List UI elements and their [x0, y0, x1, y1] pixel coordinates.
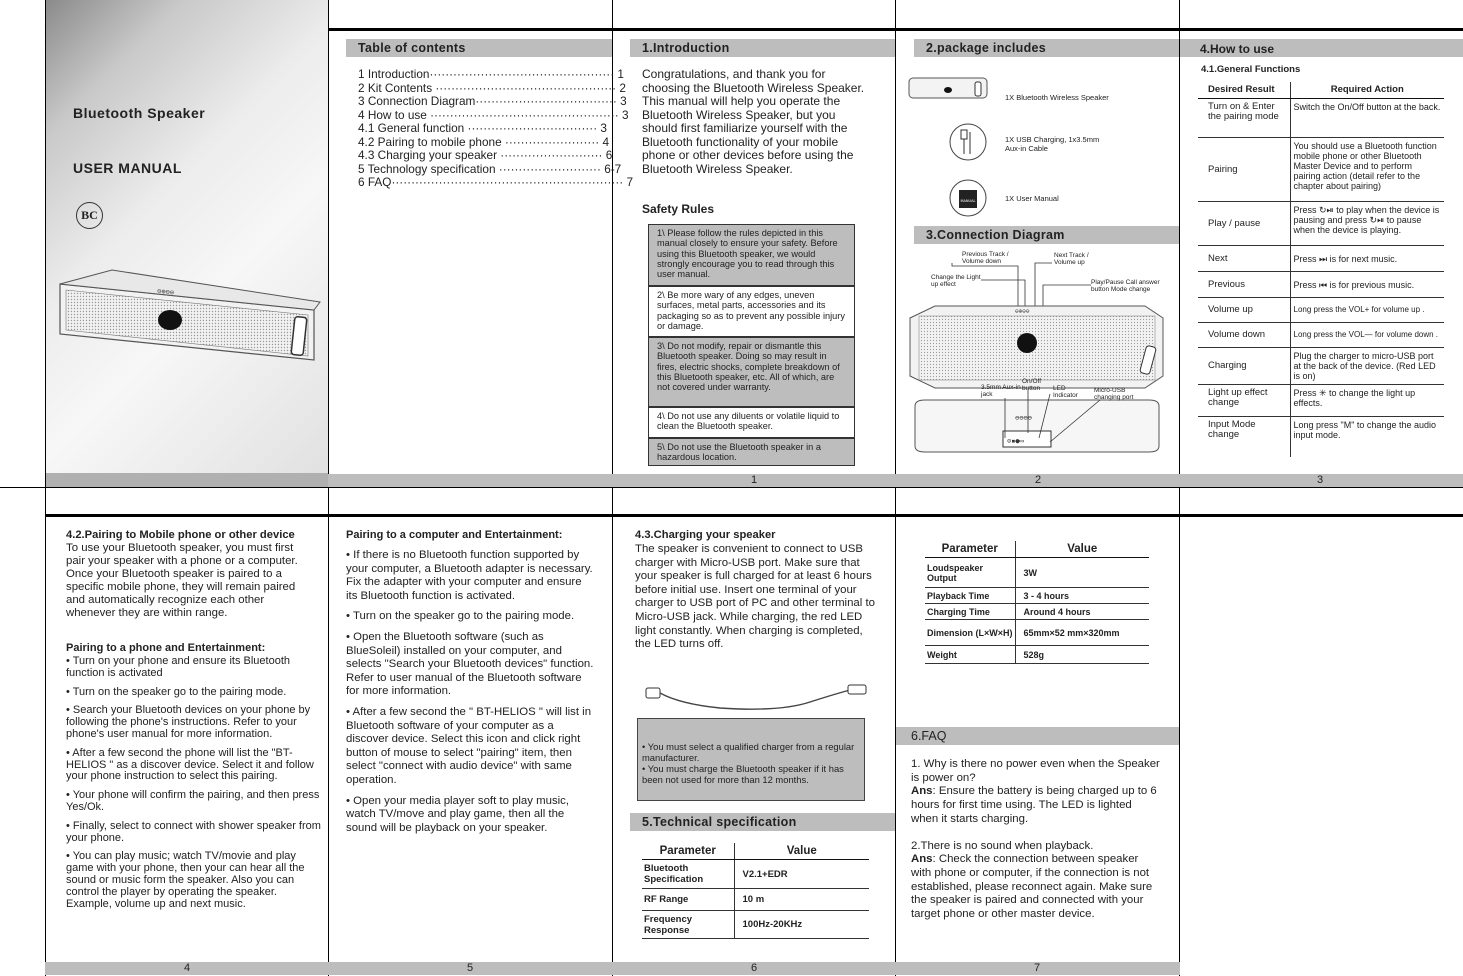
col-header: Value — [1015, 541, 1149, 558]
howto-sub: 4.1.General Functions — [1201, 64, 1301, 75]
package-item: 1X Bluetooth Wireless Speaker — [1005, 93, 1109, 102]
page-number: 2 — [1034, 474, 1042, 486]
bullet: • Finally, select to connect with shower speaker from your phone. — [66, 819, 321, 844]
fold-line — [895, 0, 896, 976]
answer-label: Ans — [911, 785, 933, 798]
faq-answer — [911, 853, 1161, 922]
svg-text:⊖⊖⊖⊖: ⊖⊖⊖⊖ — [1015, 414, 1032, 422]
top-rule — [45, 514, 1463, 517]
top-rule — [328, 28, 1463, 31]
action-cell: Press ⏮ is for previous music. — [1290, 272, 1444, 298]
action-cell: Long press the VOL+ for volume up . — [1290, 298, 1444, 323]
safety-title: Safety Rules — [642, 202, 715, 216]
bullet: • If there is no Bluetooth function supported by your computer, a Bluetooth adapter is necessary. Fix the adapter with your computer and ensure its Bluetooth function is activated. — [346, 549, 593, 602]
safety-rule: 1\ Please follow the rules depicted in this manual closely to ensure your safety. Before using this Bluetooth speaker, we would strongly encourage you to read through this user manual. — [648, 224, 855, 286]
action-cell: Press ↻⏯ to play when the device is pausing and press ↻⏯ to pause when the device is playing. — [1290, 202, 1444, 246]
page-number: 7 — [1033, 962, 1041, 974]
page-number: 5 — [466, 962, 474, 974]
spec-value: 3W — [1015, 558, 1149, 588]
label-play: Play/Pause Call answer button Mode change — [1091, 279, 1160, 293]
toc-item[interactable]: 4.3 Charging your speaker ·························· 6 — [358, 148, 613, 162]
spec-value: 100Hz-20KHz — [734, 911, 869, 939]
bullet: • Open the Bluetooth software (such as BlueSoleil) installed on your computer, and selects "Search your Bluetooth devices" function. Refer to user manual of the Bluetooth software for more information. — [346, 630, 594, 698]
label-usb: Micro-USB changing port — [1094, 387, 1134, 401]
faq-question: 2.There is no sound when playback. — [911, 839, 1094, 852]
functions-table — [1198, 82, 1444, 457]
cover-panel-bottom — [45, 473, 328, 487]
answer-label: Ans — [911, 853, 933, 866]
charging-title: 4.3.Charging your speaker — [635, 529, 776, 541]
col-header: Parameter — [925, 541, 1015, 558]
faq-content — [911, 758, 1161, 922]
label-led: LED Indicator — [1053, 385, 1078, 399]
footer-band — [328, 474, 1463, 487]
pairing-bullets — [66, 656, 322, 910]
safety-rule: 5\ Do not use the Bluetooth speaker in a hazardous location. — [648, 438, 855, 466]
toc-item[interactable]: 4.2 Pairing to mobile phone ························ 4 — [358, 134, 610, 149]
manual-icon-label: MANUAL — [960, 199, 976, 203]
toc-list — [358, 68, 633, 190]
cover-panel — [45, 0, 328, 487]
result-cell: Charging — [1198, 348, 1290, 385]
toc-item[interactable]: 6 FAQ··························································· 7 — [358, 175, 634, 189]
svg-text:⊖⊕⊖⊖: ⊖⊕⊖⊖ — [1015, 308, 1030, 315]
faq-header: 6.FAQ — [896, 727, 1179, 745]
spec-value: 10 m — [734, 889, 869, 911]
pairing-intro: To use your Bluetooth speaker, you must first pair your speaker with a phone or a computer. Once your Bluetooth speaker is paired to a specific mobile phone, they will remain paired and automatically recognize each other whenever they are within range. — [66, 542, 298, 619]
action-cell: Long press the VOL— for volume down . — [1290, 323, 1444, 348]
note: • You must select a qualified charger from a regular manufacturer. — [642, 741, 855, 763]
action-cell: Switch the On/Off button at the back. — [1290, 99, 1444, 138]
connection-header: 3.Connection Diagram — [914, 226, 1179, 244]
howto-header: 4.How to use — [1200, 42, 1275, 56]
spec-param: RF Range — [642, 889, 734, 911]
fold-line — [328, 0, 329, 976]
usb-cable-image — [640, 678, 872, 718]
spec-param: Charging Time — [925, 604, 1015, 620]
result-cell: Input Mode change — [1198, 417, 1290, 457]
result-cell: Previous — [1198, 272, 1290, 298]
spec-param: Loudspeaker Output — [925, 558, 1015, 588]
toc-item[interactable]: 3 Connection Diagram···································· 3 — [358, 94, 627, 108]
answer-text: : Ensure the battery is being charged up to 6 hours for first time using. The LED is lighted when it starts charging. — [911, 785, 1157, 825]
intro-header: 1.Introduction — [630, 39, 895, 57]
bullet: • Turn on the speaker go to the pairing mode. — [346, 610, 575, 623]
fold-line — [1179, 0, 1180, 976]
label-aux: 3.5mm Aux-in jack — [981, 384, 1021, 398]
safety-rule: 4\ Do not use any diluents or volatile liquid to clean the Bluetooth speaker. — [648, 407, 855, 438]
col-header: Required Action — [1290, 82, 1444, 99]
toc-item[interactable]: 1 Introduction··············································· 1 — [358, 67, 624, 81]
spec-value: 3 - 4 hours — [1015, 588, 1149, 604]
label-light: Change the Light up effect — [931, 274, 981, 288]
package-header: 2.package includes — [914, 39, 1179, 57]
intro-text: Congratulations, and thank you for choosing the Bluetooth Wireless Speaker. This manual will help you operate the Bluetooth Wireless Speaker, but you should first familiarize yourself with the Bluetooth functionality of your mobile phone or other devices before using the Bluetooth Wireless Speaker. — [642, 67, 865, 176]
faq-question: 1. Why is there no power even when the Speaker is power on? — [911, 758, 1160, 784]
page-number: 4 — [183, 962, 191, 974]
footer-band — [45, 962, 1180, 975]
result-cell: Next — [1198, 246, 1290, 272]
bullet: • Turn on the speaker go to the pairing mode. — [66, 685, 287, 698]
spec-param: Frequency Response — [642, 911, 734, 939]
spec-param: Dimension (L×W×H) — [925, 620, 1015, 646]
spec-value: V2.1+EDR — [734, 860, 869, 889]
bullet: • After a few second the " BT-HELIOS " will list in Bluetooth software of your computer as a discover device. Select this icon and click right button of mouse to select "pairing" item, then select "connect with audio device" with same operation. — [346, 705, 592, 786]
result-cell: Turn on & Enter the pairing mode — [1198, 99, 1290, 138]
computer-bullets — [346, 549, 596, 835]
spec-value: 65mm×52 mm×320mm — [1015, 620, 1149, 646]
svg-text:⊙▪●▭: ⊙▪●▭ — [1007, 437, 1024, 445]
package-item: 1X User Manual — [1005, 194, 1059, 203]
connection-diagram — [905, 258, 1167, 453]
toc-header: Table of contents — [346, 39, 612, 57]
action-cell: You should use a Bluetooth function mobile phone or other Bluetooth Master Device and to perform pairing action (detail refer to the chapter about pairing) — [1290, 138, 1444, 202]
spec-table-2 — [925, 541, 1149, 664]
bc-logo: BC — [76, 202, 103, 229]
cable-icon — [948, 122, 988, 162]
charging-notes — [637, 718, 865, 801]
speaker-small-image — [907, 74, 989, 102]
action-cell: Press ⏭ is for next music. — [1290, 246, 1444, 272]
spec-value: Around 4 hours — [1015, 604, 1149, 620]
toc-item[interactable]: 4 How to use ················································ 3 — [358, 107, 629, 122]
safety-rule: 3\ Do not modify, repair or dismantle this Bluetooth speaker. Doing so may result in fires, electric shocks, complete breakdown of this Bluetooth speaker, etc. All of which, are not covered under warranty. — [648, 337, 855, 407]
spec-value: 528g — [1015, 646, 1149, 664]
label-next: Next Track / Volume up — [1054, 252, 1089, 266]
result-cell: Volume down — [1198, 323, 1290, 348]
result-cell: Pairing — [1198, 138, 1290, 202]
spec-header: 5.Technical specification — [630, 813, 895, 831]
toc-item[interactable]: 5 Technology specification ·························· 6-7 — [358, 161, 622, 176]
safety-rule: 2\ Be more wary of any edges, uneven surfaces, metal parts, accessories and its packaging so as to prevent any possible injury or damage. — [648, 286, 855, 337]
answer-text: : Check the connection between speaker with phone or computer, if the connection is not established, please reconnect again. Make sure the speaker is paired and connected with your target phone or other master device. — [911, 853, 1153, 921]
spec-table — [642, 843, 869, 939]
col-header: Parameter — [642, 843, 734, 860]
pairing-title: 4.2.Pairing to Mobile phone or other device — [66, 529, 295, 541]
action-cell: Press ✳ to change the light up effects. — [1290, 385, 1444, 417]
bullet: • Search your Bluetooth devices on your phone by following the phone's instructions. Refer to your phone's user manual for more information. — [66, 704, 311, 740]
cover-title: Bluetooth Speaker — [73, 105, 206, 121]
fold-line — [0, 487, 1463, 488]
col-header: Desired Result — [1198, 82, 1290, 99]
bullet: • You can play music; watch TV/movie and play game with your phone, then your can hear all the sound or music form the speaker. Also you can control the player by operating the speaker. Example, volume up and next music. — [66, 850, 305, 910]
manual-icon — [948, 178, 988, 218]
label-onoff: On/Off button — [1022, 378, 1042, 392]
bullet: • Open your media player soft to play music, watch TV/move and play game, then all the sound will be playback on your speaker. — [346, 794, 570, 834]
page-number: 1 — [750, 474, 758, 486]
result-cell: Volume up — [1198, 298, 1290, 323]
bullet: • Your phone will confirm the pairing, and then press Yes/Ok. — [66, 789, 320, 813]
speaker-image — [52, 262, 322, 382]
fold-line — [45, 0, 46, 976]
action-cell: Plug the charger to micro-USB port at the back of the device. (Red LED is on) — [1290, 348, 1444, 385]
svg-text:⊖⊕⊖⊖: ⊖⊕⊖⊖ — [156, 287, 175, 297]
col-header: Value — [734, 843, 869, 860]
page-number: 3 — [1316, 474, 1324, 486]
page-number: 6 — [750, 962, 758, 974]
package-item: 1X USB Charging, 1x3.5mm Aux-in Cable — [1005, 135, 1100, 153]
computer-title: Pairing to a computer and Entertainment: — [346, 529, 563, 541]
result-cell: Light up effect change — [1198, 385, 1290, 417]
bullet: • After a few second the phone will list the "BT-HELIOS " as a discover device. Select it and follow your phone instruction to select this pairing. — [66, 746, 314, 783]
faq-answer — [911, 785, 1161, 826]
spec-param: Playback Time — [925, 588, 1015, 604]
pairing-sub: Pairing to a phone and Entertainment: — [66, 642, 266, 654]
label-prev: Previous Track / Volume down — [962, 251, 1009, 265]
result-cell: Play / pause — [1198, 202, 1290, 246]
spec-param: Bluetooth Specification — [642, 860, 734, 889]
charging-text: The speaker is convenient to connect to USB charger with Micro-USB port. Make sure that your speaker is full charged for at least 6 hours before initial use. Insert one terminal of your charger to USB port of PC and other terminal to Micro-USB jack. While charging, the red LED light constantly. When charging is completed, the LED turns off. — [635, 543, 875, 651]
action-cell: Long press "M" to change the audio input mode. — [1293, 420, 1436, 440]
spec-param: Weight — [925, 646, 1015, 664]
toc-item[interactable]: 4.1 General function ································· 3 — [358, 121, 607, 135]
bullet: • Turn on your phone and ensure its Bluetooth function is activated — [66, 655, 291, 679]
note: • You must charge the Bluetooth speaker if it has been not used for more than 12 months. — [642, 763, 844, 785]
toc-item[interactable]: 2 Kit Contents ·············································· 2 — [358, 80, 626, 95]
cover-subtitle: USER MANUAL — [73, 160, 182, 176]
